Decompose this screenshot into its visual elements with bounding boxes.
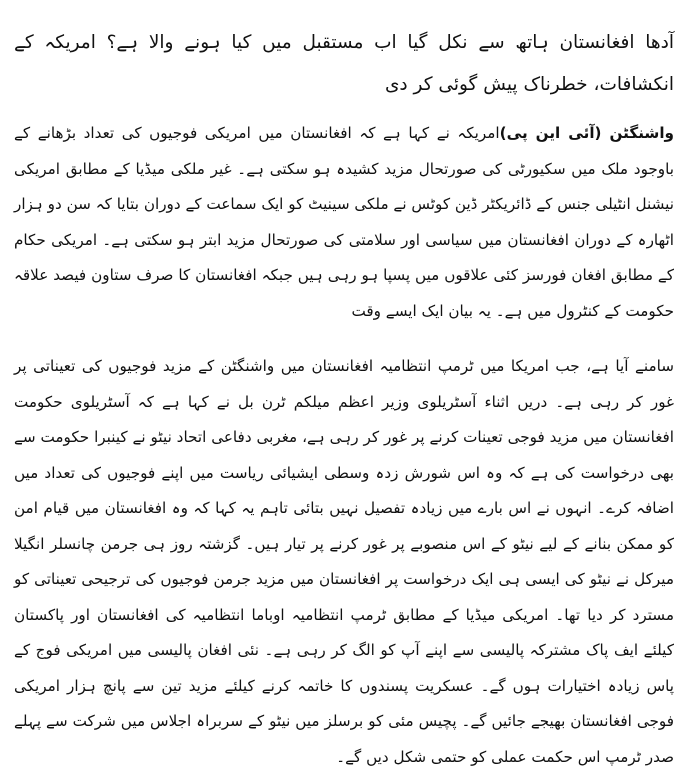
article-headline: آدھا افغانستان ہاتھ سے نکل گیا اب مستقبل میں کیا ہونے والا ہے؟ امریکہ کے انکشافات، خطرناک پیش گوئی کر دی (14, 32, 674, 95)
article-paragraph-2: سامنے آیا ہے، جب امریکا میں ٹرمپ انتظامیہ افغانستان میں واشنگٹن کے مزید فوجیوں کی تعیناتی پر غور کر رہی ہے۔ دریں اثناء آسٹریلوی وزیر اعظم میلکم ٹرن بل نے کہا ہے کہ آسٹریلوی حکومت افغانستان میں مزید فوجی تعینات کرنے پر غور کر رہی ہے، مغربی دفاعی اتحاد نیٹو نے کینبرا حکومت سے بھی درخواست کی ہے کہ وہ اس شورش زدہ وسطی ایشیائی ریاست میں اپنے فوجیوں کی تعداد میں اضافہ کرے۔ انہوں نے اس بارے میں زیادہ تفصیل نہیں بتائی تاہم یہ کہا کہ وہ افغانستان میں قیام امن کو ممکن بنانے کے لیے نیٹو کے اس منصوبے پر غور کرنے پر تیار ہیں۔ گزشتہ روز ہی جرمن چانسلر انگیلا میرکل نے نیٹو کی ایسی ہی ایک درخواست پر افغانستان میں مزید جرمن فوجیوں کی ترجیحی تعیناتی کو مسترد کر دیا تھا۔ امریکی میڈیا کے مطابق ٹرمپ انتظامیہ اوباما انتظامیہ کی افغانستان اور پاکستان کیلئے ایف پاک مشترکہ پالیسی سے اپنے آپ کو الگ کر رہی ہے۔ نئی افغان پالیسی میں امریکی فوج کے پاس زیادہ اختیارات ہوں گے۔ عسکریت پسندوں کا خاتمہ کرنے کیلئے مزید تین سے پانچ ہزار امریکی فوجی افغانستان بھیجے جائیں گے۔ پچیس مئی کو برسلز میں نیٹو کے سربراہ اجلاس میں شرکت سے پہلے صدر ٹرمپ اس حکمت عملی کو حتمی شکل دیں گے۔ (14, 357, 674, 766)
paragraph-1-text: امریکہ نے کہا ہے کہ افغانستان میں امریکی فوجیوں کی تعداد بڑھانے کے باوجود ملک میں سکیورٹی کی صورتحال مزید کشیدہ ہو سکتی ہے۔ غیر ملکی میڈیا کے مطابق امریکی نیشنل انٹیلی جنس کے ڈائریکٹر ڈین کوٹس نے ملکی سینیٹ کو ایک سماعت کے دوران بتایا کہ سن دو ہزار اٹھارہ کے دوران افغانستان میں سیاسی اور سلامتی کی صورتحال مزید ابتر ہو سکتی ہے۔ امریکی حکام کے مطابق افغان فورسز کئی علاقوں میں پسپا ہو رہی ہیں جبکہ افغانستان کا صرف ستاون فیصد علاقہ حکومت کے کنٹرول میں ہے۔ یہ بیان ایک ایسے وقت (14, 124, 674, 320)
article-paragraph-1 (14, 116, 674, 329)
dateline: واشنگٹن (آئی این پی) (499, 124, 674, 142)
